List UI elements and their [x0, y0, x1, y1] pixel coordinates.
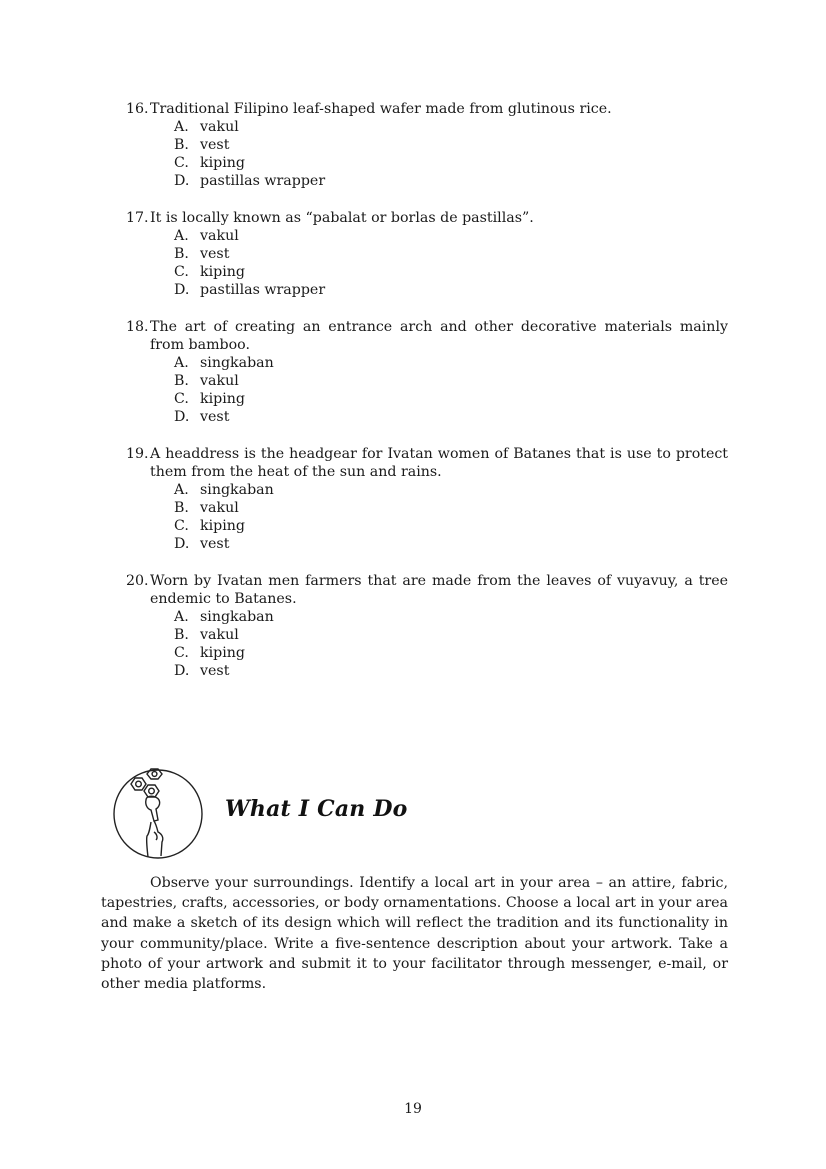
options-list	[174, 118, 728, 190]
question-number: 18.	[126, 319, 149, 335]
option: C. kiping	[174, 155, 245, 171]
hand-with-bolts-icon	[112, 768, 204, 860]
option: B. vakul	[174, 627, 239, 643]
instructions-paragraph: Observe your surroundings. Identify a local art in your area – an attire, fabric, tapestries, crafts, accessories, or body ornamentations. Choose a local art in your area and make a sketch of its design which will reflect the tradition and its functionality in your community/place. Write a five-sentence description about your artwork. Take a photo of your artwork and submit it to your facilitator through messenger, e-mail, or other media platforms.	[101, 875, 728, 993]
option: D. vest	[174, 409, 230, 425]
option: D. vest	[174, 536, 230, 552]
question-16	[126, 100, 728, 190]
question-number: 19.	[126, 446, 149, 462]
option: B. vest	[174, 246, 230, 262]
question-text: A headdress is the headgear for Ivatan women of Batanes that is use to protect them from the heat of the sun and rains.	[150, 446, 728, 480]
option: A. singkaban	[174, 355, 274, 371]
option: B. vakul	[174, 500, 239, 516]
question-20	[126, 572, 728, 680]
option: A. vakul	[174, 228, 239, 244]
question-17	[126, 209, 728, 299]
question-text: Worn by Ivatan men farmers that are made from the leaves of vuyavuy, a tree endemic to Batanes.	[150, 573, 728, 607]
options-list	[174, 608, 728, 680]
options-list	[174, 481, 728, 553]
option: D. pastillas wrapper	[174, 282, 326, 298]
option: A. singkaban	[174, 609, 274, 625]
option: C. kiping	[174, 391, 245, 407]
question-text: The art of creating an entrance arch and other decorative materials mainly from bamboo.	[150, 319, 728, 353]
question-18	[126, 318, 728, 426]
question-number: 16.	[126, 101, 149, 117]
option: D. pastillas wrapper	[174, 173, 326, 189]
option: B. vakul	[174, 373, 239, 389]
option: C. kiping	[174, 645, 245, 661]
question-text: Traditional Filipino leaf-shaped wafer made from glutinous rice.	[150, 101, 612, 117]
option: D. vest	[174, 663, 230, 679]
question-number: 20.	[126, 573, 149, 589]
option: C. kiping	[174, 264, 245, 280]
question-text: It is locally known as “pabalat or borlas de pastillas”.	[150, 210, 534, 226]
options-list	[174, 354, 728, 426]
question-19	[126, 445, 728, 553]
options-list	[174, 227, 728, 299]
option: B. vest	[174, 137, 230, 153]
option: A. singkaban	[174, 482, 274, 498]
page-number: 19	[404, 1101, 422, 1117]
section-title: What I Can Do	[225, 796, 408, 822]
option: C. kiping	[174, 518, 245, 534]
question-number: 17.	[126, 210, 149, 226]
option: A. vakul	[174, 119, 239, 135]
